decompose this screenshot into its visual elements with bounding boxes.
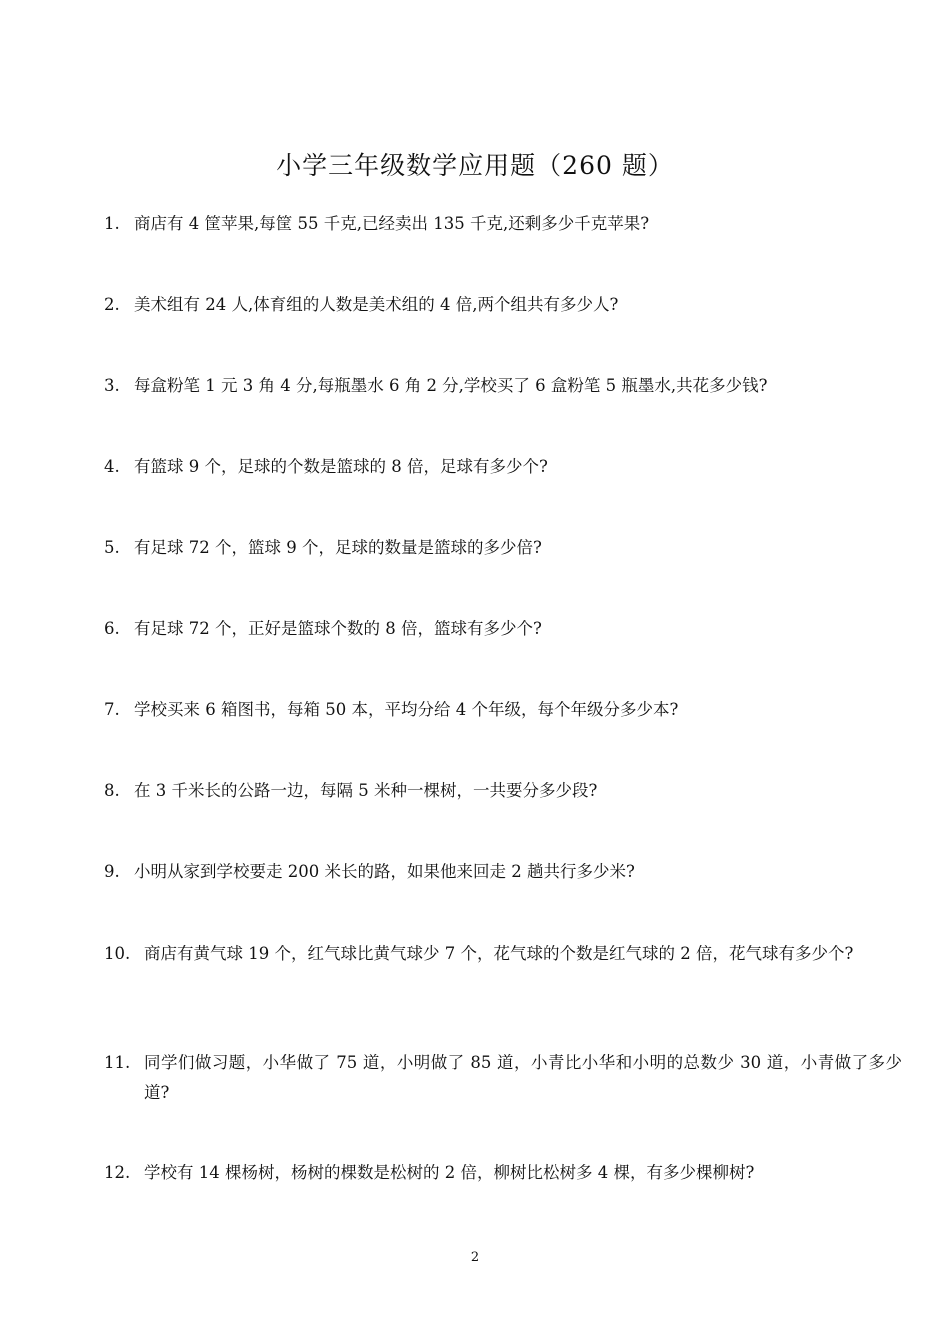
question-text: 有足球 72 个，正好是篮球个数的 8 倍，篮球有多少个? (134, 619, 542, 638)
question-number: 3. (104, 376, 120, 395)
question-text: 学校有 14 棵杨树，杨树的棵数是松树的 2 倍，柳树比松树多 4 棵，有多少棵柳树? (144, 1163, 755, 1182)
question-item (104, 1048, 904, 1108)
question-number: 5. (104, 538, 120, 557)
question-number: 10. (104, 944, 131, 963)
question-item (104, 695, 904, 725)
question-number: 12. (104, 1163, 131, 1182)
question-item (104, 209, 904, 239)
question-number: 2. (104, 295, 120, 314)
page-number: 2 (470, 1250, 480, 1265)
question-text: 小明从家到学校要走 200 米长的路，如果他来回走 2 趟共行多少米? (134, 862, 635, 881)
question-item (104, 452, 904, 482)
question-text: 学校买来 6 箱图书，每箱 50 本，平均分给 4 个年级，每个年级分多少本? (134, 700, 679, 719)
question-item (104, 857, 904, 887)
question-text: 有足球 72 个，篮球 9 个，足球的数量是篮球的多少倍? (134, 538, 542, 557)
page-title: 小学三年级数学应用题（260 题） (276, 151, 674, 180)
question-number: 1. (104, 214, 120, 233)
question-number: 4. (104, 457, 120, 476)
question-text: 每盒粉笔 1 元 3 角 4 分,每瓶墨水 6 角 2 分,学校买了 6 盒粉笔 5 瓶墨水,共花多少钱? (134, 376, 768, 395)
question-text: 商店有 4 筐苹果,每筐 55 千克,已经卖出 135 千克,还剩多少千克苹果? (134, 214, 650, 233)
question-item (104, 290, 904, 320)
question-text: 同学们做习题，小华做了 75 道，小明做了 85 道，小青比小华和小明的总数少 30 道，小青做了多少道? (144, 1053, 902, 1102)
question-number: 6. (104, 619, 120, 638)
question-item (104, 533, 904, 563)
question-text: 美术组有 24 人,体育组的人数是美术组的 4 倍,两个组共有多少人? (134, 295, 619, 314)
question-item (104, 614, 904, 644)
question-text: 有篮球 9 个，足球的个数是篮球的 8 倍，足球有多少个? (134, 457, 548, 476)
question-number: 8. (104, 781, 120, 800)
question-number: 7. (104, 700, 120, 719)
question-item (104, 776, 904, 806)
question-number: 11. (104, 1053, 131, 1072)
question-text: 在 3 千米长的公路一边，每隔 5 米种一棵树，一共要分多少段? (134, 781, 598, 800)
question-item (104, 371, 904, 401)
question-number: 9. (104, 862, 120, 881)
question-item (104, 1158, 904, 1188)
question-item (104, 939, 904, 969)
question-text: 商店有黄气球 19 个，红气球比黄气球少 7 个，花气球的个数是红气球的 2 倍，花气球有多少个? (144, 944, 854, 963)
